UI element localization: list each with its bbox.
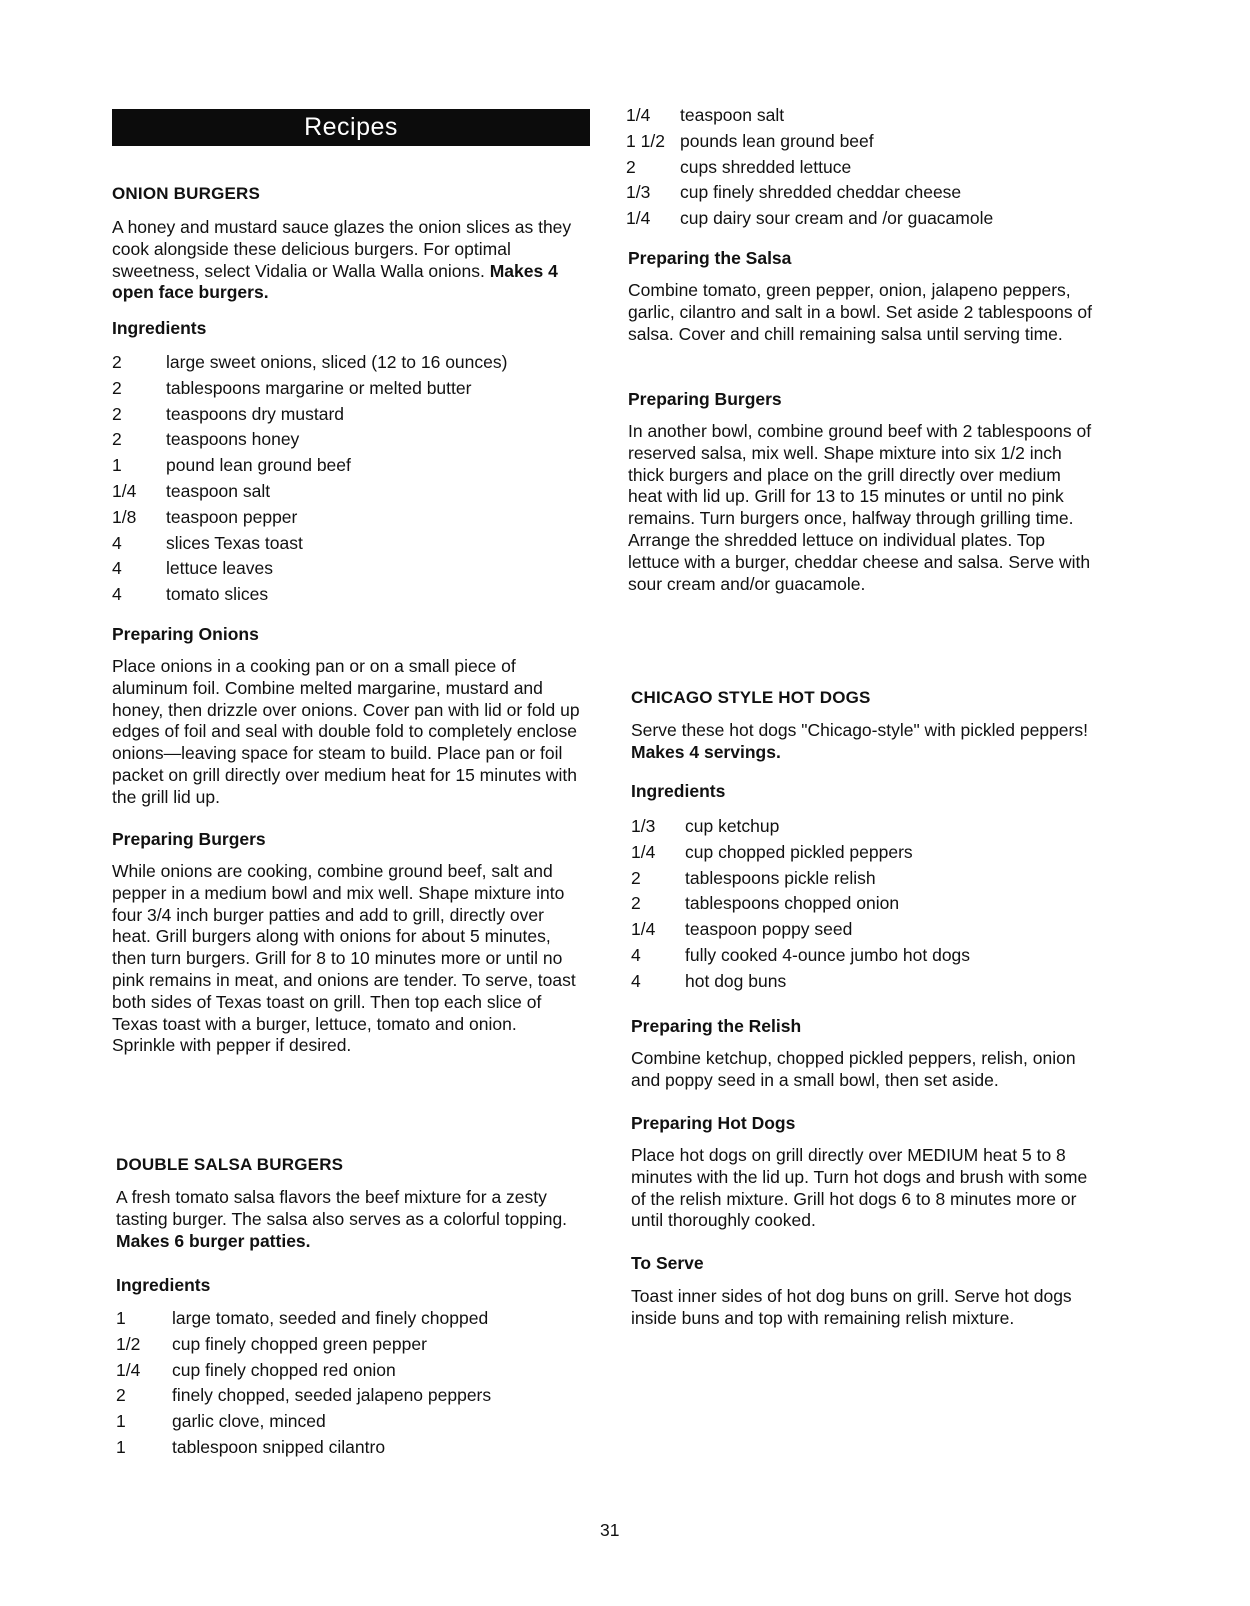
ingredient-item: [631, 969, 970, 995]
to-serve-text: Toast inner sides of hot dog buns on grill. Serve hot dogs inside buns and top with remaining relish mixture.: [631, 1286, 1072, 1328]
ingredient-item: [631, 866, 970, 892]
ingredient-item: [116, 1435, 491, 1461]
ingredient-qty: 2: [112, 377, 122, 398]
ingredient-text: hot dog buns: [685, 970, 787, 991]
ingredient-qty: 4: [112, 584, 122, 605]
ingredient-qty: 1/3: [626, 182, 651, 203]
ingredient-item: [631, 943, 970, 969]
ingredient-text: tablespoon snipped cilantro: [172, 1436, 386, 1457]
ingredient-item: [626, 129, 993, 155]
ingredient-item: [631, 840, 970, 866]
onion-burgers-title: ONION BURGERS: [112, 184, 261, 203]
ingredient-item: [631, 917, 970, 943]
preparing-hot-dogs-heading: Preparing Hot Dogs: [631, 1113, 796, 1133]
ingredient-item: [112, 453, 507, 479]
ingredient-item: [112, 402, 507, 428]
ingredient-text: tablespoons pickle relish: [685, 867, 876, 888]
ingredient-text: cups shredded lettuce: [680, 156, 852, 177]
ingredient-text: teaspoon salt: [166, 480, 271, 501]
onion-burgers-intro: A honey and mustard sauce glazes the onion slices as they cook alongside these delicious burgers. For optimal sweetness, select Vidalia or Walla Walla onions. Makes 4 open face burgers.: [112, 217, 572, 303]
double-salsa-title: DOUBLE SALSA BURGERS: [116, 1155, 344, 1174]
ingredient-qty: 1/4: [112, 480, 137, 501]
hot-dogs-title: CHICAGO STYLE HOT DOGS: [631, 688, 871, 707]
ingredient-qty: 1/8: [112, 506, 137, 527]
ingredient-text: tablespoons chopped onion: [685, 893, 900, 914]
hot-dogs-ingredients-heading: Ingredients: [631, 781, 726, 801]
hot-dogs-ingredient-list: [631, 814, 970, 995]
ingredient-item: [626, 103, 993, 129]
ingredient-item: [631, 814, 970, 840]
ingredient-qty: 1 1/2: [626, 130, 665, 151]
ingredient-qty: 1/4: [116, 1359, 141, 1380]
ingredient-qty: 1/2: [116, 1333, 141, 1354]
ingredient-item: [116, 1306, 491, 1332]
salsa-preparing-burgers-heading: Preparing Burgers: [628, 389, 782, 409]
ingredient-qty: 2: [626, 156, 636, 177]
ingredient-item: [116, 1358, 491, 1384]
onion-burgers-ingredients-heading: Ingredients: [112, 318, 207, 338]
double-salsa-yield: Makes 6 burger patties.: [116, 1230, 311, 1251]
ingredient-qty: 2: [112, 352, 122, 372]
ingredient-qty: 1/4: [626, 208, 651, 229]
ingredient-item: [116, 1383, 491, 1409]
preparing-relish-heading: Preparing the Relish: [631, 1016, 802, 1036]
ingredient-item: [112, 376, 507, 402]
preparing-hot-dogs-text: Place hot dogs on grill directly over MEDIUM heat 5 to 8 minutes with the lid up. Turn hot dogs and brush with some of the relish mixture. Grill hot dogs 6 to 8 minutes more or until thoroughly cooked.: [631, 1145, 1088, 1231]
ingredient-item: [112, 531, 507, 557]
ingredient-item: [626, 206, 993, 232]
ingredient-text: slices Texas toast: [166, 532, 303, 553]
ingredient-qty: 1/4: [626, 105, 651, 125]
ingredient-text: cup finely chopped red onion: [172, 1359, 396, 1380]
ingredient-qty: 1/4: [631, 841, 656, 862]
preparing-salsa-heading: Preparing the Salsa: [628, 248, 792, 268]
ingredient-qty: 4: [631, 970, 641, 991]
preparing-onions-text: Place onions in a cooking pan or on a small piece of aluminum foil. Combine melted margarine, mustard and honey, then drizzle over onions. Cover pan with lid or fold up edges of foil and seal with double fold to completely enclose onions—leaving space for steam to build. Place pan or foil packet on grill directly over medium heat for 15 minutes with the grill lid up.: [112, 656, 580, 807]
ingredient-text: teaspoon poppy seed: [685, 919, 853, 940]
onion-burgers-ingredient-list: [112, 350, 507, 608]
ingredient-item: [112, 427, 507, 453]
ingredient-text: tablespoons margarine or melted butter: [166, 377, 472, 398]
ingredient-text: large sweet onions, sliced (12 to 16 ounces): [166, 352, 508, 372]
ingredient-text: cup finely shredded cheddar cheese: [680, 182, 962, 203]
ingredient-qty: 1: [116, 1436, 126, 1457]
ingredient-text: teaspoon salt: [680, 105, 785, 125]
onion-preparing-burgers-heading: Preparing Burgers: [112, 829, 266, 849]
ingredient-item: [626, 155, 993, 181]
onion-burgers-yield: Makes 4 open face burgers.: [112, 260, 558, 303]
ingredient-item: [112, 479, 507, 505]
double-salsa-ingredients-heading: Ingredients: [116, 1275, 211, 1295]
ingredient-qty: 1/3: [631, 816, 656, 836]
ingredient-item: [112, 556, 507, 582]
hot-dogs-intro: Serve these hot dogs "Chicago-style" with pickled peppers! Makes 4 servings.: [631, 720, 1088, 762]
preparing-relish-text: Combine ketchup, chopped pickled peppers, relish, onion and poppy seed in a small bowl, then set aside.: [631, 1048, 1076, 1090]
double-salsa-ingredient-list: [116, 1306, 491, 1461]
ingredient-qty: 1: [116, 1308, 126, 1328]
ingredient-qty: 2: [116, 1385, 126, 1406]
ingredient-item: [116, 1332, 491, 1358]
onion-preparing-burgers-text: While onions are cooking, combine ground beef, salt and pepper in a medium bowl and mix well. Shape mixture into four 3/4 inch burger patties and add to grill, directly over heat. Grill burgers along with onions for about 5 minutes, then turn burgers. Grill for 8 to 10 minutes more or until no pink remains in meat, and onions are tender. To serve, toast both sides of Texas toast on grill. Then top each slice of Texas toast with a burger, lettuce, tomato and onion. Sprinkle with pepper if desired.: [112, 861, 576, 1056]
ingredient-text: teaspoon pepper: [166, 506, 298, 527]
to-serve-heading: To Serve: [631, 1253, 704, 1273]
ingredient-text: pounds lean ground beef: [680, 130, 874, 151]
ingredient-qty: 2: [112, 429, 122, 450]
ingredient-item: [112, 350, 507, 376]
ingredient-qty: 1/4: [631, 919, 656, 940]
ingredient-qty: 2: [631, 867, 641, 888]
ingredient-qty: 4: [112, 532, 122, 553]
ingredient-text: finely chopped, seeded jalapeno peppers: [172, 1385, 492, 1406]
ingredient-text: fully cooked 4-ounce jumbo hot dogs: [685, 944, 971, 965]
ingredient-item: [112, 505, 507, 531]
ingredient-text: teaspoons honey: [166, 429, 300, 450]
ingredient-text: cup finely chopped green pepper: [172, 1333, 427, 1354]
ingredient-qty: 1: [112, 455, 122, 476]
ingredient-qty: 1: [116, 1411, 126, 1432]
page-banner: Recipes: [112, 109, 590, 146]
double-salsa-intro: A fresh tomato salsa flavors the beef mixture for a zesty tasting burger. The salsa also serves as a colorful topping. Makes 6 burger patties.: [116, 1187, 568, 1251]
double-salsa-ingredient-list-continued: [626, 103, 993, 232]
ingredient-text: pound lean ground beef: [166, 455, 351, 476]
ingredient-item: [631, 891, 970, 917]
ingredient-text: cup ketchup: [685, 816, 780, 836]
ingredient-qty: 4: [631, 944, 641, 965]
ingredient-text: garlic clove, minced: [172, 1411, 326, 1432]
ingredient-qty: 4: [112, 558, 122, 579]
salsa-preparing-burgers-text: In another bowl, combine ground beef with 2 tablespoons of reserved salsa, mix well. Shape mixture into six 1/2 inch thick burgers and place on the grill directly over medium heat with lid up. Grill for 13 to 15 minutes or until no pink remains. Turn burgers once, halfway through grilling time. Arrange the shredded lettuce on individual plates. Top lettuce with a burger, cheddar cheese and salsa. Serve with sour cream and/or guacamole.: [628, 421, 1092, 594]
ingredient-qty: 2: [631, 893, 641, 914]
preparing-salsa-text: Combine tomato, green pepper, onion, jalapeno peppers, garlic, cilantro and salt in a bowl. Set aside 2 tablespoons of salsa. Cover and chill remaining salsa until serving time.: [628, 280, 1093, 344]
ingredient-text: cup dairy sour cream and /or guacamole: [680, 208, 994, 229]
ingredient-item: [112, 582, 507, 608]
ingredient-item: [116, 1409, 491, 1435]
ingredient-text: cup chopped pickled peppers: [685, 841, 913, 862]
ingredient-text: lettuce leaves: [166, 558, 274, 579]
ingredient-text: large tomato, seeded and finely chopped: [172, 1308, 489, 1328]
hot-dogs-yield: Makes 4 servings.: [631, 741, 781, 762]
ingredient-item: [626, 180, 993, 206]
page-number: 31: [600, 1520, 620, 1540]
ingredient-text: tomato slices: [166, 584, 269, 605]
ingredient-qty: 2: [112, 403, 122, 424]
preparing-onions-heading: Preparing Onions: [112, 624, 259, 644]
ingredient-text: teaspoons dry mustard: [166, 403, 345, 424]
